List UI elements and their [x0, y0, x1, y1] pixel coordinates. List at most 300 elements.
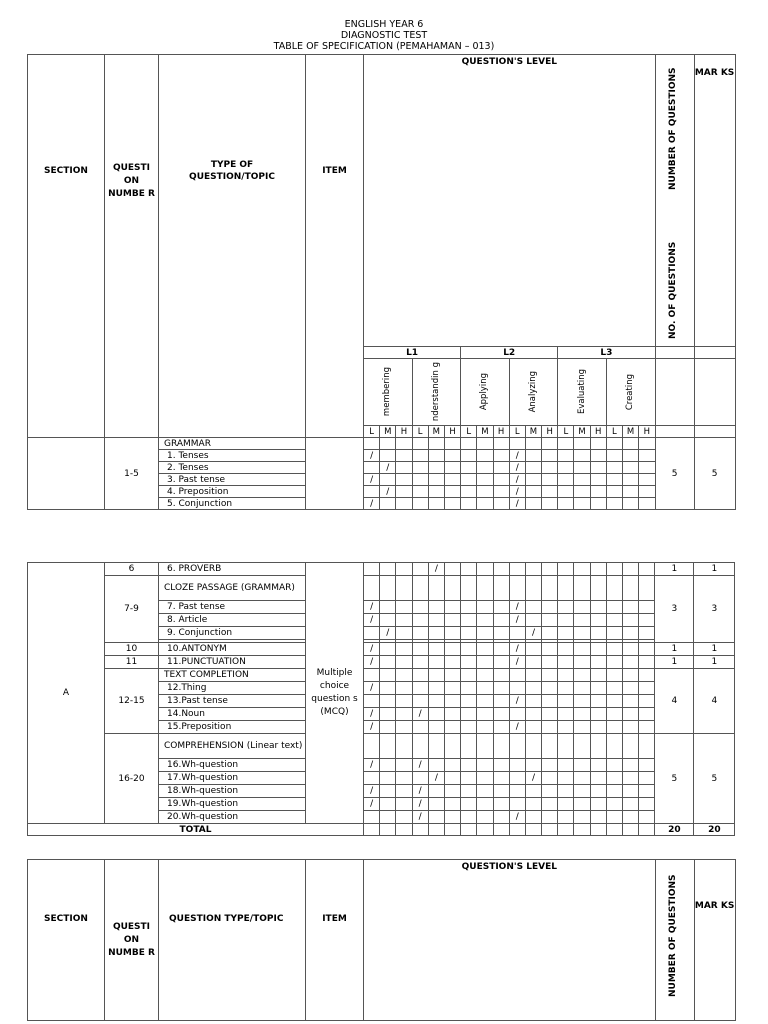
level-cell [558, 438, 574, 450]
level-cell [461, 824, 477, 836]
level-cell [461, 627, 477, 640]
level-cell [412, 734, 428, 759]
level-cell [412, 474, 428, 486]
nq-cell: 1 [655, 563, 694, 576]
marks-cell: 5 [694, 734, 735, 824]
level-cell [639, 682, 655, 695]
level-cell [444, 450, 460, 462]
question-level-header-2: QUESTION'S LEVEL [364, 860, 656, 1021]
level-cell [477, 785, 493, 798]
level-cell [574, 682, 590, 695]
level-cell [639, 450, 655, 462]
level-cell [509, 682, 525, 695]
level-cell [477, 614, 493, 627]
item-header: ITEM [306, 55, 364, 438]
level-cell [396, 811, 412, 824]
level-cell [606, 785, 622, 798]
level-cell [590, 682, 606, 695]
level-cell [542, 785, 558, 798]
topic-cell: 4. Preposition [159, 486, 306, 498]
topic-cell: 3. Past tense [159, 474, 306, 486]
topic-cell: 2. Tenses [159, 462, 306, 474]
lmh-cell: M [623, 426, 639, 438]
level-cell [380, 798, 396, 811]
skill-header: Creating [606, 359, 655, 426]
level-cell [639, 772, 655, 785]
level-cell [396, 450, 412, 462]
level-cell [558, 486, 574, 498]
level-cell [461, 734, 477, 759]
level-cell [461, 785, 477, 798]
level-cell [525, 643, 541, 656]
level-cell [380, 772, 396, 785]
level-cell [574, 721, 590, 734]
level-cell [509, 798, 525, 811]
level-cell [493, 576, 509, 601]
level-cell: / [380, 462, 396, 474]
level-cell [639, 695, 655, 708]
level-cell [364, 576, 380, 601]
level-cell [396, 785, 412, 798]
nq-cell: 1 [655, 643, 694, 656]
level-cell [525, 798, 541, 811]
level-cell [623, 627, 639, 640]
level-cell [574, 486, 590, 498]
level-cell [380, 682, 396, 695]
level-cell: / [364, 682, 380, 695]
marks-header-2: MAR KS [694, 860, 735, 1021]
topic-cell: 13.Past tense [159, 695, 306, 708]
topic-cell: 11.PUNCTUATION [159, 656, 306, 669]
lmh-cell: L [606, 426, 622, 438]
level-cell [509, 708, 525, 721]
skill-header: Evaluating [558, 359, 607, 426]
level-cell: / [509, 450, 525, 462]
skill-header: Applying [461, 359, 510, 426]
spec-table-3 [27, 859, 736, 1021]
level-cell [606, 824, 622, 836]
level-cell [493, 772, 509, 785]
level-cell [412, 669, 428, 682]
level-cell [542, 576, 558, 601]
level-cell [444, 785, 460, 798]
level-cell [542, 656, 558, 669]
level-cell: / [509, 498, 525, 510]
qnum-cell: 16-20 [105, 734, 159, 824]
level-cell [364, 772, 380, 785]
level-cell [542, 563, 558, 576]
qnum-cell: 6 [105, 563, 159, 576]
level-cell [461, 759, 477, 772]
level-cell [396, 669, 412, 682]
nq-cell: 4 [655, 669, 694, 734]
level-cell [623, 486, 639, 498]
level-cell [509, 627, 525, 640]
level-cell [525, 785, 541, 798]
level-cell [396, 772, 412, 785]
level-cell [525, 486, 541, 498]
level-cell [606, 669, 622, 682]
level-cell [412, 772, 428, 785]
level-cell [623, 614, 639, 627]
level-cell [574, 474, 590, 486]
level-cell [574, 614, 590, 627]
level-cell [396, 708, 412, 721]
level-cell [396, 656, 412, 669]
level-cell [606, 450, 622, 462]
level-cell [590, 627, 606, 640]
level-cell [590, 643, 606, 656]
level-cell [623, 682, 639, 695]
level-cell [493, 656, 509, 669]
level-cell [542, 498, 558, 510]
level-cell [461, 656, 477, 669]
level-cell [461, 498, 477, 510]
level-cell [606, 721, 622, 734]
level-cell: / [509, 486, 525, 498]
level-cell [558, 798, 574, 811]
level-cell [461, 474, 477, 486]
level-cell [623, 785, 639, 798]
level-cell [590, 824, 606, 836]
level-cell [606, 734, 622, 759]
level-cell [444, 486, 460, 498]
level-cell [412, 614, 428, 627]
level-cell [509, 669, 525, 682]
level-cell [639, 438, 655, 450]
level-cell [493, 438, 509, 450]
level-cell [396, 474, 412, 486]
level-cell: / [509, 614, 525, 627]
level-cell [639, 721, 655, 734]
level-cell [412, 695, 428, 708]
level-cell [493, 785, 509, 798]
item-mcq-cell: Multiple choice question s (MCQ) [306, 563, 364, 824]
level-l1: L1 [364, 347, 461, 359]
topic-cell: 18.Wh-question [159, 785, 306, 798]
question-level-header: QUESTION'S LEVEL [364, 55, 656, 347]
level-cell [477, 462, 493, 474]
level-cell [477, 486, 493, 498]
level-cell [380, 759, 396, 772]
level-cell [525, 614, 541, 627]
level-cell [606, 498, 622, 510]
level-cell [380, 811, 396, 824]
level-cell [558, 576, 574, 601]
level-cell [493, 486, 509, 498]
level-cell: / [412, 798, 428, 811]
level-cell [542, 486, 558, 498]
level-cell [525, 669, 541, 682]
level-cell [623, 450, 639, 462]
level-cell [639, 474, 655, 486]
level-cell [444, 614, 460, 627]
lmh-cell: M [477, 426, 493, 438]
level-cell [606, 576, 622, 601]
level-cell [396, 734, 412, 759]
level-cell [380, 643, 396, 656]
level-cell [444, 498, 460, 510]
level-cell [477, 474, 493, 486]
level-cell [542, 759, 558, 772]
level-cell [590, 759, 606, 772]
blank-a [655, 347, 694, 359]
level-cell [444, 438, 460, 450]
level-cell [558, 708, 574, 721]
level-cell: / [364, 785, 380, 798]
level-cell [428, 824, 444, 836]
level-cell [525, 811, 541, 824]
level-cell [461, 772, 477, 785]
level-cell [542, 682, 558, 695]
level-cell [623, 759, 639, 772]
level-cell [509, 734, 525, 759]
level-cell [412, 601, 428, 614]
lmh-cell: M [380, 426, 396, 438]
level-cell [623, 734, 639, 759]
level-cell [477, 721, 493, 734]
section-header-2: SECTION [28, 860, 105, 1021]
level-cell [477, 734, 493, 759]
level-cell [525, 450, 541, 462]
level-cell: / [509, 601, 525, 614]
level-cell [558, 669, 574, 682]
lmh-cell: M [428, 426, 444, 438]
level-cell [493, 695, 509, 708]
level-cell [428, 450, 444, 462]
level-cell [606, 798, 622, 811]
level-cell [364, 824, 380, 836]
level-cell [558, 656, 574, 669]
level-cell [574, 811, 590, 824]
level-cell [606, 708, 622, 721]
topic-cell: 12.Thing [159, 682, 306, 695]
level-cell [380, 695, 396, 708]
qnum-cell: 11 [105, 656, 159, 669]
level-cell [428, 785, 444, 798]
level-cell [509, 563, 525, 576]
qnum-cell: 1-5 [105, 438, 159, 510]
level-cell [574, 759, 590, 772]
topic-cell: 20.Wh-question [159, 811, 306, 824]
level-cell [477, 498, 493, 510]
level-cell [444, 811, 460, 824]
level-cell [542, 772, 558, 785]
level-cell [493, 708, 509, 721]
level-cell [364, 563, 380, 576]
level-cell [364, 811, 380, 824]
level-cell [428, 759, 444, 772]
blank-f [694, 426, 735, 438]
level-cell [542, 824, 558, 836]
level-cell [574, 785, 590, 798]
level-cell [493, 643, 509, 656]
level-cell [428, 462, 444, 474]
lmh-cell: H [590, 426, 606, 438]
level-cell [558, 462, 574, 474]
level-cell [461, 601, 477, 614]
level-cell [380, 498, 396, 510]
level-cell [639, 656, 655, 669]
level-cell [639, 627, 655, 640]
level-cell [477, 438, 493, 450]
level-cell [412, 656, 428, 669]
lmh-cell: H [396, 426, 412, 438]
level-cell [574, 601, 590, 614]
level-cell: / [428, 563, 444, 576]
level-cell [428, 486, 444, 498]
number-of-questions-header: NUMBER OF QUESTIONS NO. OF QUESTIONS [655, 55, 694, 347]
level-cell [558, 474, 574, 486]
level-cell [590, 601, 606, 614]
level-cell: / [364, 759, 380, 772]
level-cell [590, 614, 606, 627]
doc-table-title: TABLE OF SPECIFICATION (PEMAHAMAN – 013) [273, 41, 495, 52]
level-l2: L2 [461, 347, 558, 359]
level-cell [623, 708, 639, 721]
level-cell [428, 627, 444, 640]
level-cell [412, 627, 428, 640]
level-cell [590, 498, 606, 510]
lmh-cell: L [509, 426, 525, 438]
level-cell [380, 669, 396, 682]
level-cell [461, 450, 477, 462]
level-cell [477, 627, 493, 640]
skill-header: Analyzing [509, 359, 558, 426]
blank-c [655, 359, 694, 426]
level-cell [574, 576, 590, 601]
level-cell [493, 601, 509, 614]
level-cell [396, 682, 412, 695]
level-cell [380, 614, 396, 627]
level-cell [558, 695, 574, 708]
total-nq: 20 [655, 824, 694, 836]
level-cell: / [412, 785, 428, 798]
level-cell [574, 824, 590, 836]
level-cell [623, 576, 639, 601]
level-cell [380, 438, 396, 450]
nq-cell: 3 [655, 576, 694, 643]
level-cell [477, 811, 493, 824]
level-cell [509, 759, 525, 772]
level-cell [444, 824, 460, 836]
level-cell [396, 486, 412, 498]
level-cell [590, 708, 606, 721]
level-cell [428, 734, 444, 759]
level-cell [542, 438, 558, 450]
level-cell [574, 462, 590, 474]
level-cell [428, 811, 444, 824]
section-header: SECTION [28, 55, 105, 438]
level-cell [623, 798, 639, 811]
topic-cell: 14.Noun [159, 708, 306, 721]
level-cell: / [428, 772, 444, 785]
level-cell [412, 498, 428, 510]
level-cell [396, 824, 412, 836]
level-cell [558, 498, 574, 510]
level-cell [380, 450, 396, 462]
spec-table-1 [27, 54, 736, 510]
topic-cell: 7. Past tense [159, 601, 306, 614]
level-cell [493, 759, 509, 772]
level-cell [590, 563, 606, 576]
level-cell [590, 669, 606, 682]
level-cell: / [364, 643, 380, 656]
level-cell [477, 601, 493, 614]
level-cell [590, 734, 606, 759]
level-cell [444, 627, 460, 640]
level-cell: / [509, 462, 525, 474]
level-cell [444, 563, 460, 576]
level-cell [525, 734, 541, 759]
level-cell [525, 462, 541, 474]
level-cell [428, 576, 444, 601]
level-cell [412, 438, 428, 450]
level-cell: / [364, 601, 380, 614]
level-cell: / [509, 643, 525, 656]
doc-subtitle: DIAGNOSTIC TEST [340, 30, 428, 41]
level-cell [461, 811, 477, 824]
level-cell [590, 811, 606, 824]
level-cell [574, 450, 590, 462]
level-cell: / [364, 474, 380, 486]
level-cell [525, 498, 541, 510]
level-cell: / [412, 759, 428, 772]
topic-cell: 16.Wh-question [159, 759, 306, 772]
level-cell [558, 682, 574, 695]
level-cell [606, 656, 622, 669]
level-cell [396, 643, 412, 656]
level-cell [509, 772, 525, 785]
level-cell [623, 474, 639, 486]
level-cell [639, 785, 655, 798]
level-cell [639, 759, 655, 772]
level-cell [639, 708, 655, 721]
level-cell [412, 643, 428, 656]
type-header-2: QUESTION TYPE/TOPIC [159, 860, 306, 1021]
level-cell [477, 759, 493, 772]
level-cell [412, 824, 428, 836]
level-cell [493, 498, 509, 510]
level-cell [493, 721, 509, 734]
level-cell [428, 474, 444, 486]
level-cell [623, 498, 639, 510]
lmh-cell: H [542, 426, 558, 438]
level-cell [364, 486, 380, 498]
level-cell [590, 438, 606, 450]
level-cell [412, 462, 428, 474]
level-cell [444, 759, 460, 772]
level-cell [412, 682, 428, 695]
level-cell [461, 576, 477, 601]
level-cell [396, 721, 412, 734]
level-cell [444, 682, 460, 695]
level-cell [396, 462, 412, 474]
level-cell [623, 824, 639, 836]
topic-cell: COMPREHENSION (Linear text) [159, 734, 306, 759]
level-cell [542, 474, 558, 486]
level-cell [574, 438, 590, 450]
level-cell [606, 643, 622, 656]
level-cell: / [412, 708, 428, 721]
level-cell [380, 721, 396, 734]
level-cell: / [525, 772, 541, 785]
topic-cell: 5. Conjunction [159, 498, 306, 510]
level-cell [477, 563, 493, 576]
level-cell [590, 656, 606, 669]
level-cell [444, 708, 460, 721]
level-cell [574, 643, 590, 656]
